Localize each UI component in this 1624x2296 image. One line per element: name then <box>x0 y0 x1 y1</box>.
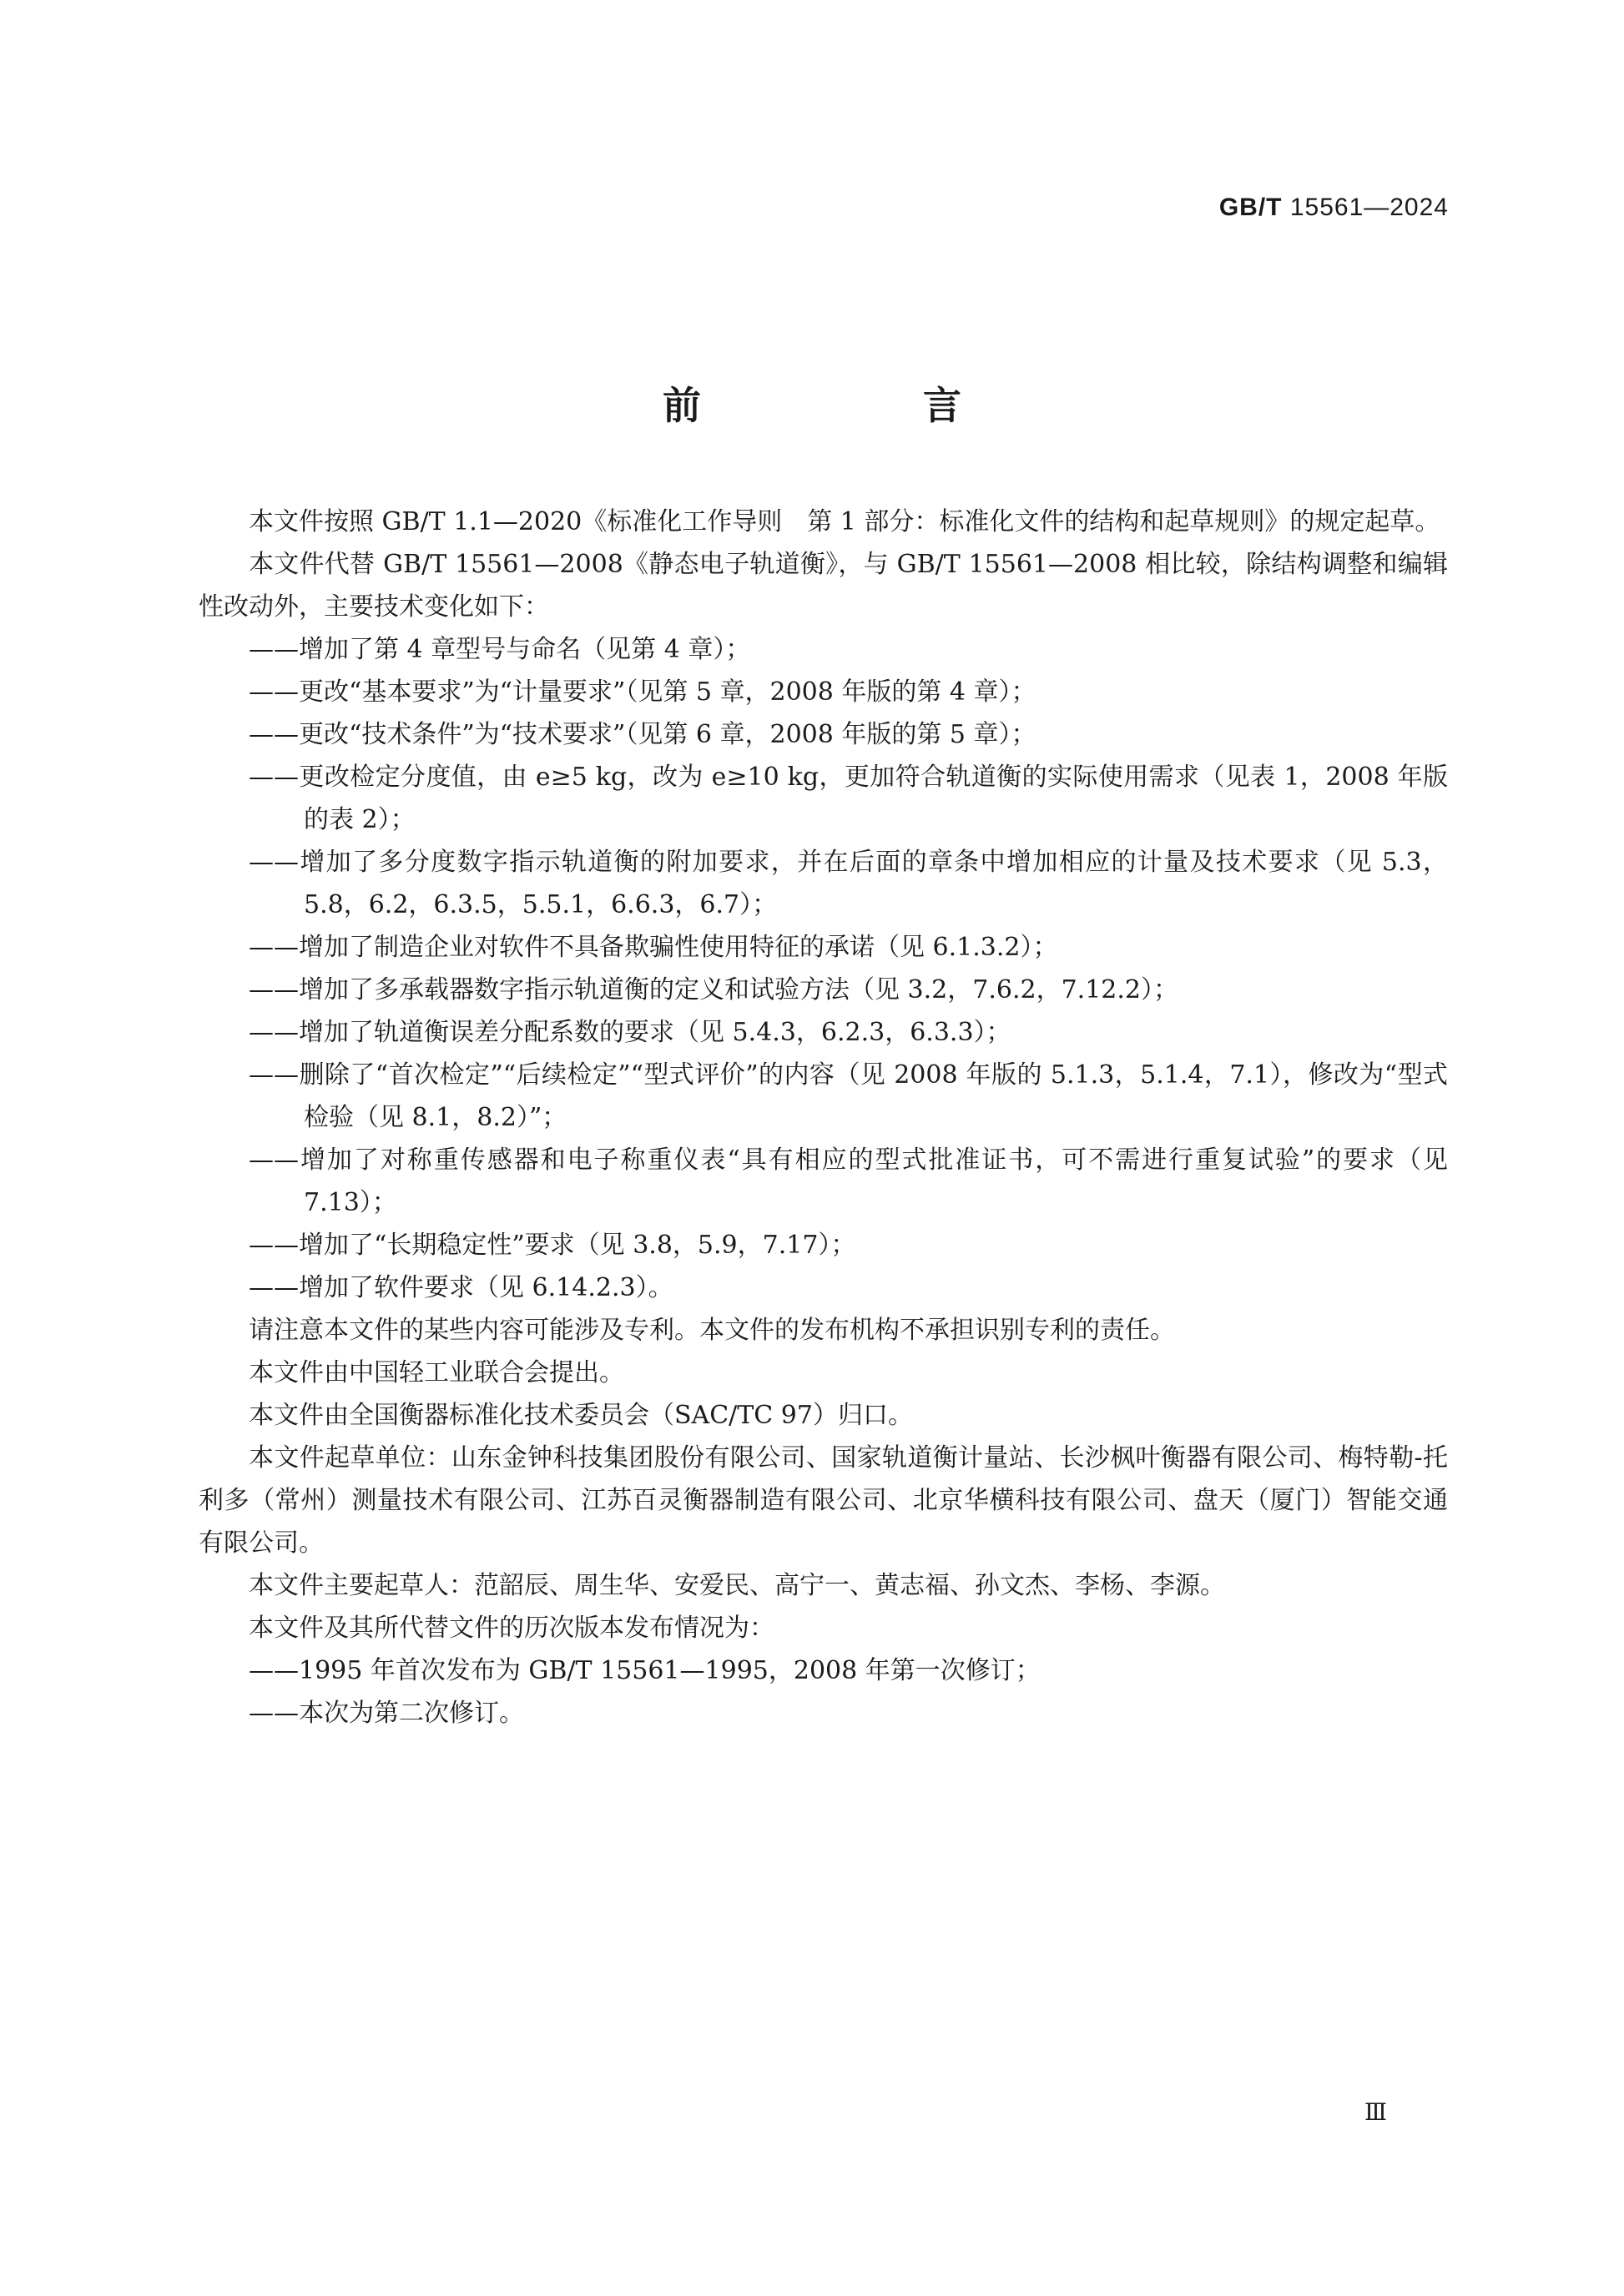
replacement-paragraph: 本文件代替 GB/T 15561—2008《静态电子轨道衡》，与 GB/T 15561—2008 相比较，除结构调整和编辑性改动外，主要技术变化如下： <box>199 550 1448 622</box>
drafters-paragraph: 本文件主要起草人：范韶辰、周生华、安爱民、高宁一、黄志福、孙文杰、李杨、李源。 <box>249 1571 1225 1600</box>
version-history-paragraph: 本文件及其所代替文件的历次版本发布情况为： <box>249 1614 774 1643</box>
history-item: ——1995 年首次发布为 GB/T 15561—1995，2008 年第一次修订； <box>249 1656 1041 1685</box>
change-item: ——删除了“首次检定”“后续检定”“型式评价”的内容（见 2008 年版的 5.1.3，5.1.4，7.1），修改为“型式检验（见 8.1，8.2）”； <box>249 1060 1448 1132</box>
change-item: ——增加了制造企业对软件不具备欺骗性使用特征的承诺（见 6.1.3.2）； <box>249 933 1058 962</box>
standard-number: 15561—2024 <box>1289 194 1449 221</box>
drafting-units-paragraph: 本文件起草单位：山东金钟科技集团股份有限公司、国家轨道衡计量站、长沙枫叶衡器有限公司、梅特勒-托利多（常州）测量技术有限公司、江苏百灵衡器制造有限公司、北京华横科技有限公司、盘天（厦门）智能交通有限公司。 <box>199 1443 1448 1558</box>
page-number: Ⅲ <box>1364 2098 1387 2126</box>
standard-code <box>1219 194 1449 222</box>
change-item: ——增加了对称重传感器和电子称重仪表“具有相应的型式批准证书，可不需进行重复试验”的要求（见 7.13）； <box>249 1145 1448 1217</box>
history-item: ——本次为第二次修订。 <box>249 1699 524 1728</box>
change-item: ——更改检定分度值，由 e≥5 kg，改为 e≥10 kg，更加符合轨道衡的实际使用需求（见表 1，2008 年版的表 2）； <box>249 763 1448 834</box>
change-item: ——增加了多分度数字指示轨道衡的附加要求，并在后面的章条中增加相应的计量及技术要求（见 5.3，5.8，6.2，6.3.5，5.5.1，6.6.3，6.7）； <box>249 848 1448 919</box>
change-item: ——更改“技术条件”为“技术要求”（见第 6 章，2008 年版的第 5 章）； <box>249 720 1036 749</box>
change-item: ——增加了轨道衡误差分配系数的要求（见 5.4.3，6.2.3，6.3.3）； <box>249 1018 1011 1047</box>
proposer-paragraph: 本文件由中国轻工业联合会提出。 <box>249 1358 624 1387</box>
foreword-body <box>199 501 1448 1735</box>
patent-notice-paragraph: 请注意本文件的某些内容可能涉及专利。本文件的发布机构不承担识别专利的责任。 <box>249 1316 1175 1345</box>
drafting-basis-paragraph: 本文件按照 GB/T 1.1—2020《标准化工作导则 第 1 部分：标准化文件的结构和起草规则》的规定起草。 <box>249 507 1440 536</box>
standard-prefix: GB/T <box>1218 194 1283 221</box>
change-item: ——增加了“长期稳定性”要求（见 3.8，5.9，7.17）； <box>249 1231 856 1260</box>
committee-paragraph: 本文件由全国衡器标准化技术委员会（SAC/TC 97）归口。 <box>249 1401 913 1430</box>
page-title: 前 言 <box>663 383 1053 428</box>
change-item: ——更改“基本要求”为“计量要求”（见第 5 章，2008 年版的第 4 章）； <box>249 677 1036 707</box>
change-item: ——增加了软件要求（见 6.14.2.3）。 <box>249 1273 673 1302</box>
change-item: ——增加了第 4 章型号与命名（见第 4 章）； <box>249 635 751 664</box>
change-item: ——增加了多承载器数字指示轨道衡的定义和试验方法（见 3.2，7.6.2，7.12.2）； <box>249 975 1178 1004</box>
